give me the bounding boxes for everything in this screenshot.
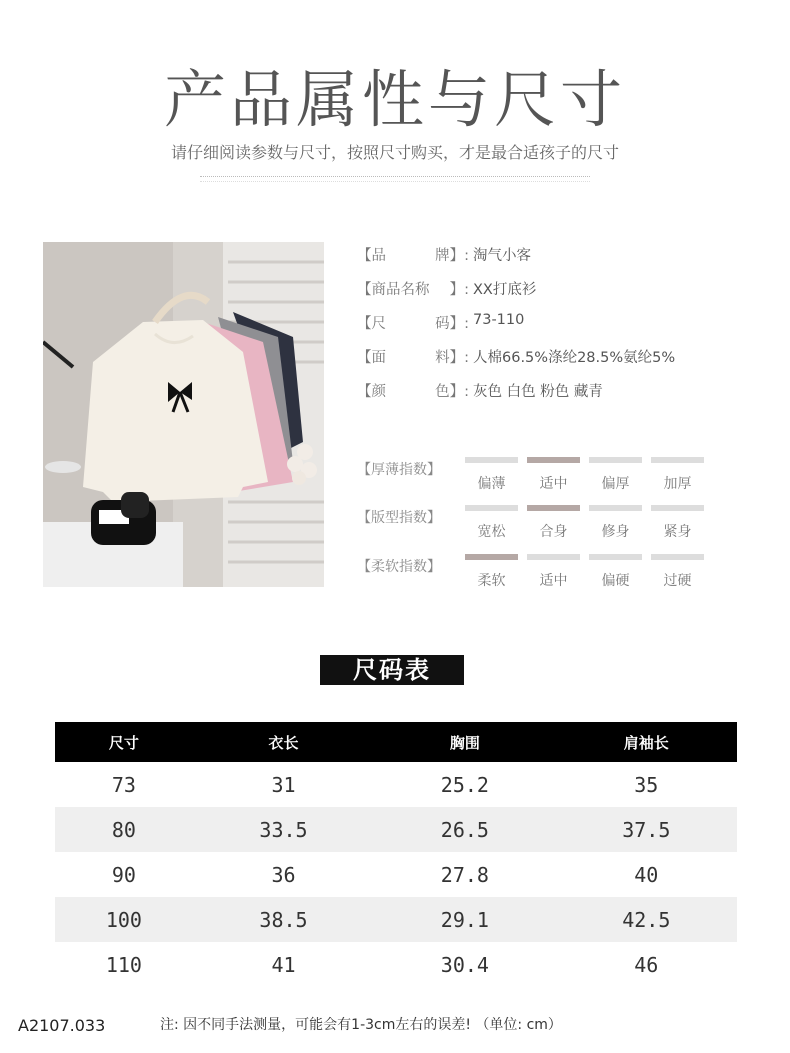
table-cell: 33.5 xyxy=(193,807,374,852)
table-cell: 26.5 xyxy=(374,807,555,852)
index-option: 过硬 xyxy=(651,554,704,590)
attribute-list xyxy=(357,244,675,414)
thickness-index xyxy=(357,457,737,497)
table-cell: 29.1 xyxy=(374,897,555,942)
index-bar xyxy=(651,457,704,463)
column-header: 肩袖长 xyxy=(556,722,737,762)
index-option: 宽松 xyxy=(465,505,518,541)
index-bar xyxy=(651,554,704,560)
table-cell: 41 xyxy=(271,952,296,977)
index-bar xyxy=(527,505,580,511)
attribute-product-name: 【 商品名称 】: XX打底衫 xyxy=(357,278,675,312)
table-cell: 42.5 xyxy=(556,897,737,942)
table-cell: 31 xyxy=(271,772,296,797)
index-bar xyxy=(651,505,704,511)
table-cell: 46 xyxy=(634,952,659,977)
table-cell: 100 xyxy=(55,897,193,942)
table-cell: 37.5 xyxy=(556,807,737,852)
index-bar xyxy=(527,457,580,463)
size-chart-title: 尺码表 xyxy=(320,655,464,685)
size-table xyxy=(55,722,737,987)
index-bar xyxy=(589,457,642,463)
table-cell: 73 xyxy=(111,772,136,797)
attribute-size: 【 尺 码 】: 73-110 xyxy=(357,312,675,346)
table-cell: 25.2 xyxy=(440,772,489,797)
fit-index xyxy=(357,505,737,545)
index-bar xyxy=(589,554,642,560)
table-cell: 38.5 xyxy=(193,897,374,942)
attribute-value: 淘气小客 xyxy=(473,248,531,264)
index-bar xyxy=(589,505,642,511)
index-option: 紧身 xyxy=(651,505,704,541)
index-option: 适中 xyxy=(527,554,580,590)
table-row xyxy=(55,897,737,942)
index-label: 【柔软指数】 xyxy=(357,559,441,575)
table-cell: 36 xyxy=(271,862,296,887)
index-option: 偏薄 xyxy=(465,457,518,493)
index-option: 合身 xyxy=(527,505,580,541)
table-cell: 30.4 xyxy=(440,952,489,977)
index-bar xyxy=(465,554,518,560)
page-title: 产品属性与尺寸 xyxy=(163,63,626,136)
table-row xyxy=(55,762,737,807)
measurement-note: 注: 因不同手法测量，可能会有1-3cm左右的误差! （单位: cm） xyxy=(160,1017,562,1033)
index-bar xyxy=(465,505,518,511)
index-option: 加厚 xyxy=(651,457,704,493)
attribute-value: 灰色 白色 粉色 藏青 xyxy=(473,384,603,400)
index-option: 适中 xyxy=(527,457,580,493)
divider xyxy=(200,176,590,182)
product-code: A2107.033 xyxy=(18,1016,106,1035)
table-cell: 80 xyxy=(55,807,193,852)
attribute-color: 【 颜 色 】: 灰色 白色 粉色 藏青 xyxy=(357,380,675,414)
index-label: 【厚薄指数】 xyxy=(357,462,441,478)
table-row xyxy=(55,942,737,987)
table-cell: 27.8 xyxy=(440,862,489,887)
column-header: 衣长 xyxy=(193,722,374,762)
index-option: 柔软 xyxy=(465,554,518,590)
attribute-value: 73-110 xyxy=(473,312,525,328)
attribute-brand: 【 品 牌 】: 淘气小客 xyxy=(357,244,675,278)
index-option: 偏厚 xyxy=(589,457,642,493)
attribute-fabric: 【 面 料 】: 人棉66.5%涤纶28.5%氨纶5% xyxy=(357,346,675,380)
table-row xyxy=(55,807,737,852)
index-bar xyxy=(527,554,580,560)
column-header: 尺寸 xyxy=(55,722,193,762)
table-cell: 90 xyxy=(111,862,136,887)
table-cell: 40 xyxy=(634,862,659,887)
softness-index xyxy=(357,554,737,594)
column-header: 胸围 xyxy=(374,722,555,762)
index-bar xyxy=(465,457,518,463)
page-subtitle: 请仔细阅读参数与尺寸，按照尺寸购买，才是最合适孩子的尺寸 xyxy=(170,143,619,162)
attribute-value: 人棉66.5%涤纶28.5%氨纶5% xyxy=(473,350,676,366)
index-option: 修身 xyxy=(589,505,642,541)
table-row xyxy=(55,852,737,897)
table-header-row xyxy=(55,722,737,762)
attribute-value: XX打底衫 xyxy=(473,282,537,298)
product-photo xyxy=(43,242,324,587)
table-cell: 35 xyxy=(634,772,659,797)
table-cell: 110 xyxy=(105,952,142,977)
index-option: 偏硬 xyxy=(589,554,642,590)
index-label: 【版型指数】 xyxy=(357,510,441,526)
